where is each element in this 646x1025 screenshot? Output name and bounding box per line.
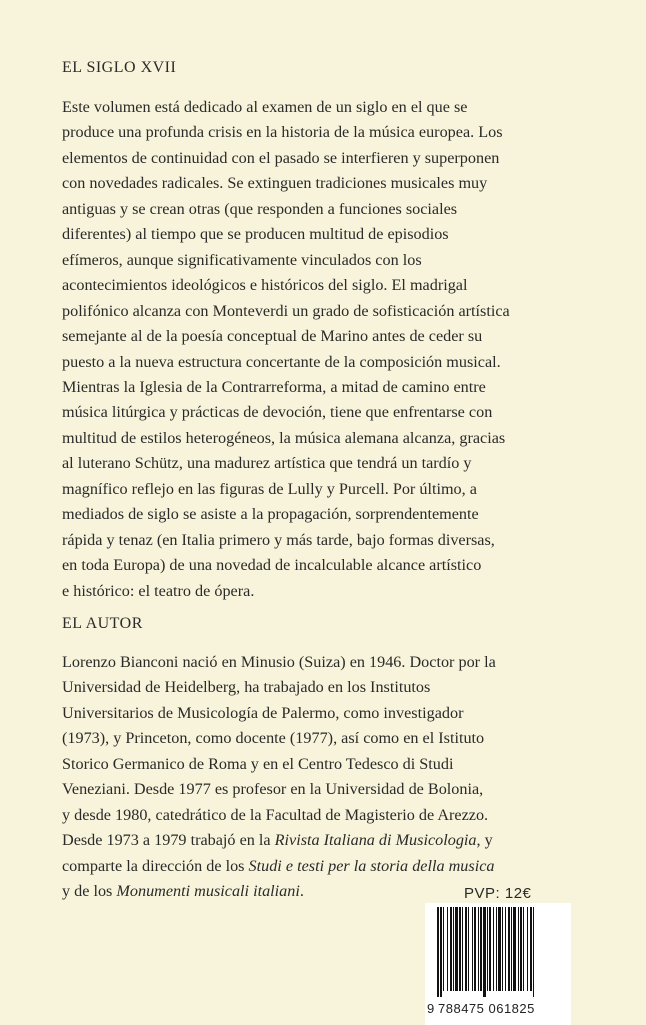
text-line: Universidad de Heidelberg, ha trabajado en los Institutos	[62, 678, 431, 697]
barcode-bar	[453, 907, 454, 991]
series-title: Monumenti musicali italiani	[116, 882, 300, 901]
barcode-bar	[468, 907, 469, 991]
text-line: Lorenzo Bianconi nació en Minusio (Suiza) en 1946. Doctor por la	[62, 653, 496, 671]
barcode-bar	[493, 907, 494, 991]
section-heading-el-siglo: EL SIGLO XVII	[62, 59, 177, 76]
author-paragraph	[62, 650, 592, 905]
description-paragraph	[62, 95, 592, 604]
text-line: Mientras la Iglesia de la Contrarreforma, a mitad de camino entre	[62, 377, 486, 396]
barcode-lead-digit: 9	[427, 1001, 435, 1016]
text-line: rápida y tenaz (en Italia primero y más tarde, bajo formas diversas,	[62, 530, 495, 549]
text-segment: , y	[476, 831, 493, 850]
barcode-bar	[465, 907, 467, 991]
barcode-bar	[502, 907, 503, 991]
text-segment: y de los	[62, 882, 117, 901]
barcode-bar	[527, 907, 528, 991]
text-segment: Desde 1973 a 1979 trabajó en la	[62, 831, 275, 850]
barcode-bars	[425, 903, 571, 1003]
barcode-bar	[455, 907, 458, 991]
barcode-bar	[437, 907, 439, 997]
barcode-bar	[480, 907, 482, 991]
text-segment: .	[299, 882, 304, 901]
text-line: e histórico: el teatro de ópera.	[62, 581, 255, 600]
barcode-bar	[478, 907, 479, 991]
text-line: acontecimientos ideológicos e históricos del siglo. El madrigal	[62, 276, 468, 295]
barcode-bar	[450, 907, 452, 991]
journal-title: Rivista Italiana di Musicologia	[274, 831, 477, 850]
barcode-bar	[474, 907, 476, 991]
text-line: Universitarios de Musicología de Palermo, como investigador	[62, 703, 464, 722]
text-line: (1973), y Princeton, como docente (1977), así como en el Istituto	[62, 729, 485, 748]
barcode-bar	[520, 907, 522, 991]
barcode-digits: 788475 061825	[438, 1001, 535, 1016]
series-title: Studi e testi per la storia della musica	[248, 856, 495, 875]
barcode-bar	[496, 907, 497, 991]
barcode-bar	[505, 907, 506, 991]
text-line: diferentes) al tiempo que se producen multitud de episodios	[62, 225, 449, 244]
barcode-bar	[530, 907, 532, 991]
barcode-bar	[523, 907, 524, 991]
text-line: con novedades radicales. Se extinguen tradiciones musicales muy	[62, 174, 488, 193]
text-line: Veneziani. Desde 1977 es profesor en la Universidad de Bolonia,	[62, 780, 484, 799]
text-line: Storico Germanico de Roma y en el Centro Tedesco di Studi	[62, 754, 454, 773]
text-line: elementos de continuidad con el pasado se interfieren y superponen	[62, 148, 500, 167]
barcode-bar	[511, 907, 512, 991]
barcode-bar	[472, 907, 473, 991]
text-line: Este volumen está dedicado al examen de un siglo en el que se	[62, 98, 468, 116]
text-line: semejante al de la poesía conceptual de Marino antes de ceder su	[62, 327, 483, 346]
text-line: polifónico alcanza con Monteverdi un grado de sofisticación artística	[62, 301, 510, 320]
section-heading-el-autor: EL AUTOR	[62, 615, 143, 632]
barcode-bar	[483, 907, 486, 997]
text-line: multitud de estilos heterogéneos, la música alemana alcanza, gracias	[62, 428, 506, 447]
text-line: puesto a la nueva estructura concertante de la composición musical.	[62, 352, 501, 371]
text-line: produce una profunda crisis en la historia de la música europea. Los	[62, 123, 503, 142]
price-label: PVP: 12€	[464, 885, 532, 902]
text-line: antiguas y se crean otras (que responden a funciones sociales	[62, 199, 458, 218]
text-line: en toda Europa) de una novedad de incalculable alcance artístico	[62, 556, 482, 575]
text-segment: comparte la dirección de los	[62, 856, 249, 875]
text-line: y desde 1980, catedrático de la Facultad de Magisterio de Arezzo.	[62, 805, 489, 824]
text-line: mediados de siglo se asiste a la propagación, sorprendentemente	[62, 505, 479, 524]
barcode-bar	[533, 907, 534, 997]
barcode-bar	[443, 907, 444, 991]
barcode-bar	[440, 907, 442, 997]
barcode	[425, 903, 571, 1025]
barcode-bar	[487, 907, 488, 991]
barcode-bar	[508, 907, 510, 991]
barcode-bar	[518, 907, 519, 991]
barcode-bar	[462, 907, 463, 991]
barcode-bar	[513, 907, 516, 991]
barcode-bar	[459, 907, 461, 991]
barcode-bar	[489, 907, 491, 991]
text-line: magnífico reflejo en las figuras de Lully y Purcell. Por último, a	[62, 479, 477, 498]
text-line: efímeros, aunque significativamente vinculados con los	[62, 250, 422, 269]
text-line	[62, 854, 592, 879]
barcode-bar	[498, 907, 501, 991]
text-line: música litúrgica y prácticas de devoción, tiene que enfrentarse con	[62, 403, 493, 422]
barcode-bar	[447, 907, 448, 991]
text-line	[62, 828, 592, 853]
text-line: al luterano Schütz, una madurez artística que tendrá un tardío y	[62, 454, 472, 473]
